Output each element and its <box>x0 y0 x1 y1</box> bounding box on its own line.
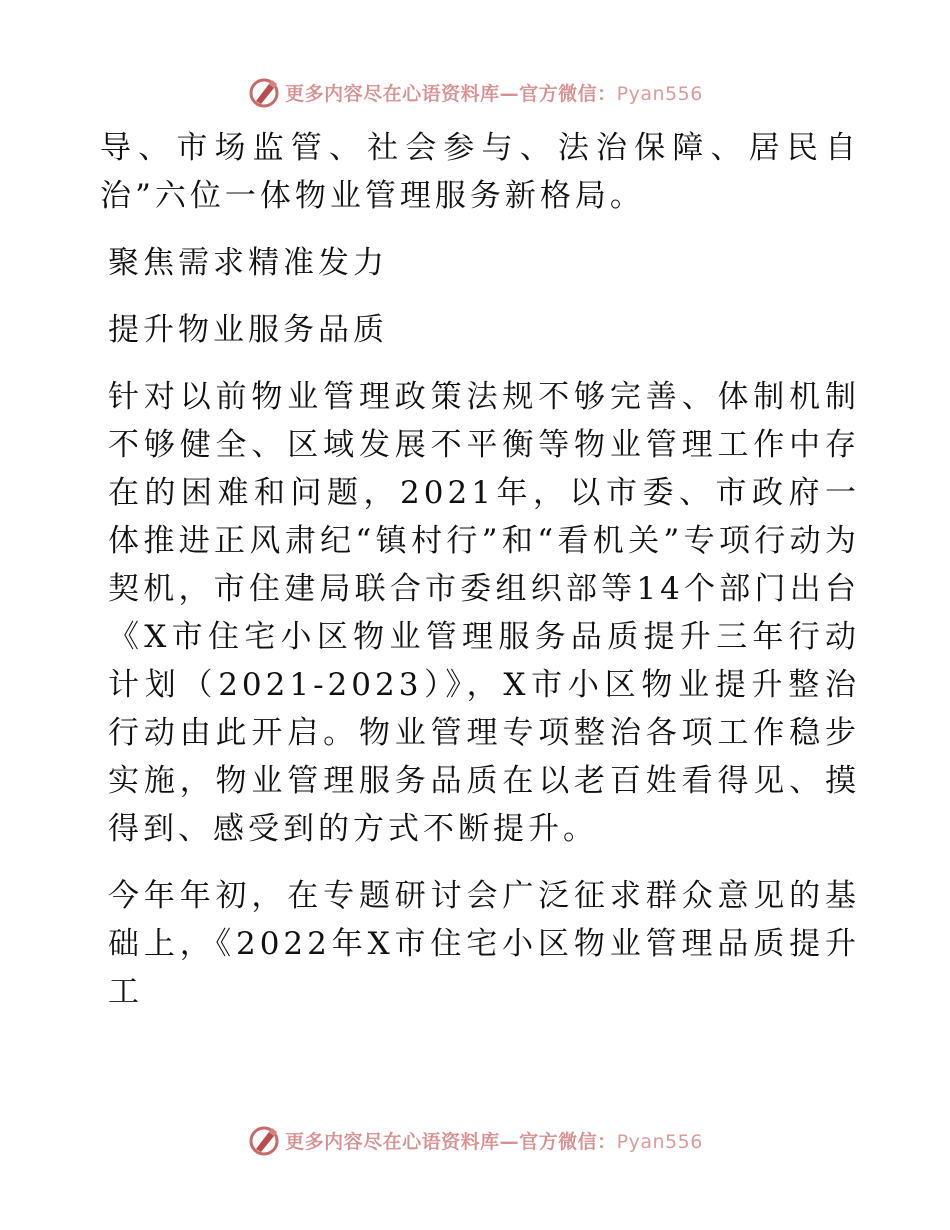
header-watermark <box>0 72 950 112</box>
document-body <box>100 124 860 1035</box>
watermark-label: 更多内容尽在心语资料库—官方微信： <box>285 1130 617 1153</box>
watermark-label: 更多内容尽在心语资料库—官方微信： <box>285 82 617 105</box>
section-heading-improve-quality: 提升物业服务品质 <box>108 312 388 348</box>
watermark-handle: Pyan556 <box>616 1130 703 1153</box>
paragraph-this-year: 今年年初，在专题研讨会广泛征求群众意见的基础上，《2022年X市住宅小区物业管理品质提升工 <box>108 878 860 1010</box>
footer-watermark <box>0 1120 950 1160</box>
section-heading-focus-demand: 聚焦需求精准发力 <box>108 245 388 281</box>
paragraph-continued: 导、市场监管、社会参与、法治保障、居民自治”六位一体物业管理服务新格局。 <box>100 130 860 214</box>
pen-logo-icon <box>247 1123 281 1157</box>
pen-logo-icon <box>247 75 281 109</box>
paragraph-action-plan: 针对以前物业管理政策法规不够完善、体制机制不够健全、区域发展不平衡等物业管理工作中存在的困难和问题，2021年，以市委、市政府一体推进正风肃纪“镇村行”和“看机关”专项行动为契机，市住建局联合市委组织部等14个部门出台《X市住宅小区物业管理服务品质提升三年行动计划（2021-2023）》，X市小区物业提升整治行动由此开启。物业管理专项整治各项工作稳步实施，物业管理服务品质在以老百姓看得见、摸得到、感受到的方式不断提升。 <box>108 379 860 847</box>
watermark-text <box>285 79 703 106</box>
watermark-handle: Pyan556 <box>616 82 703 105</box>
watermark-text <box>285 1127 703 1154</box>
